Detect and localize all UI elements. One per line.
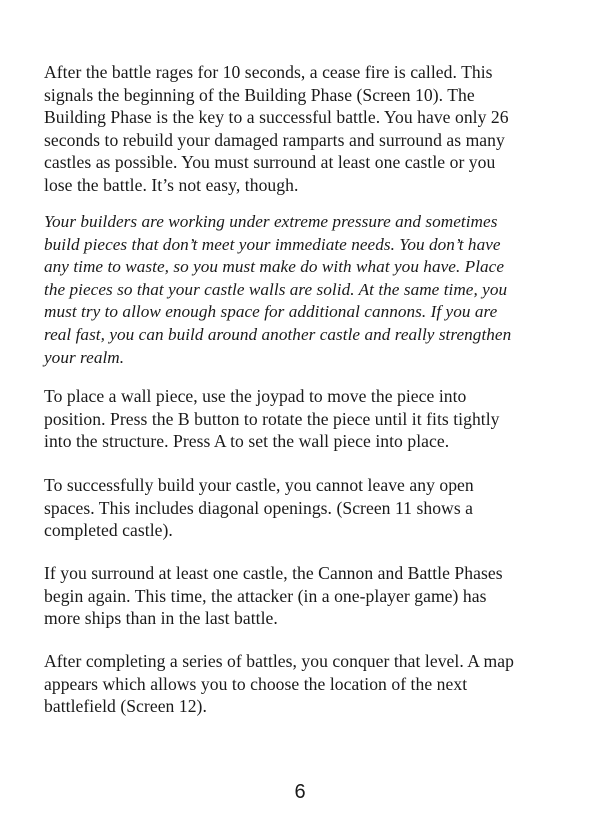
paragraph-phases-again: [44, 562, 564, 630]
text-line: Your builders are working under extreme pressure and sometimes: [44, 212, 498, 231]
text-line: must try to allow enough space for additional cannons. If you are: [44, 302, 498, 322]
text-line: appears which allows you to choose the location of the next: [44, 673, 468, 694]
text-line: To place a wall piece, use the joypad to move the piece into: [44, 386, 467, 406]
page-number: 6: [294, 781, 306, 803]
text-line: lose the battle. It’s not easy, though.: [44, 174, 299, 195]
text-line: position. Press the B button to rotate the piece until it fits tightly: [44, 408, 500, 429]
text-line: After the battle rages for 10 seconds, a cease fire is called. This: [44, 62, 493, 82]
text-line: into the structure. Press A to set the wall piece into place.: [44, 431, 450, 452]
text-line: signals the beginning of the Building Phase (Screen 10). The: [44, 84, 475, 105]
text-line: If you surround at least one castle, the Cannon and Battle Phases: [44, 563, 503, 583]
paragraph-conquer-level: [44, 650, 564, 718]
paragraph-builders-italic: [44, 211, 564, 369]
paragraph-cease-fire: [44, 61, 564, 197]
text-line: more ships than in the last battle.: [44, 608, 278, 629]
text-line: your realm.: [44, 347, 125, 367]
text-line: any time to waste, so you must make do with what you have. Place: [44, 257, 505, 277]
text-line: To successfully build your castle, you cannot leave any open: [44, 475, 474, 495]
text-line: begin again. This time, the attacker (in a one-player game) has: [44, 585, 487, 606]
paragraph-place-wall-piece: [44, 385, 564, 453]
paragraph-build-castle: [44, 474, 564, 542]
text-line: Building Phase is the key to a successful battle. You have only 26: [44, 107, 509, 128]
text-line: seconds to rebuild your damaged ramparts and surround as many: [44, 129, 505, 150]
text-line: After completing a series of battles, you conquer that level. A map: [44, 651, 514, 671]
text-line: completed castle).: [44, 520, 173, 541]
text-line: the pieces so that your castle walls are solid. At the same time, you: [44, 279, 508, 299]
text-line: battlefield (Screen 12).: [44, 696, 207, 717]
text-line: spaces. This includes diagonal openings. (Screen 11 shows a: [44, 497, 474, 518]
text-line: real fast, you can build around another castle and really strengthen: [44, 324, 512, 344]
text-line: build pieces that don’t meet your immediate needs. You don’t have: [44, 234, 501, 254]
text-line: castles as possible. You must surround at least one castle or you: [44, 152, 496, 173]
